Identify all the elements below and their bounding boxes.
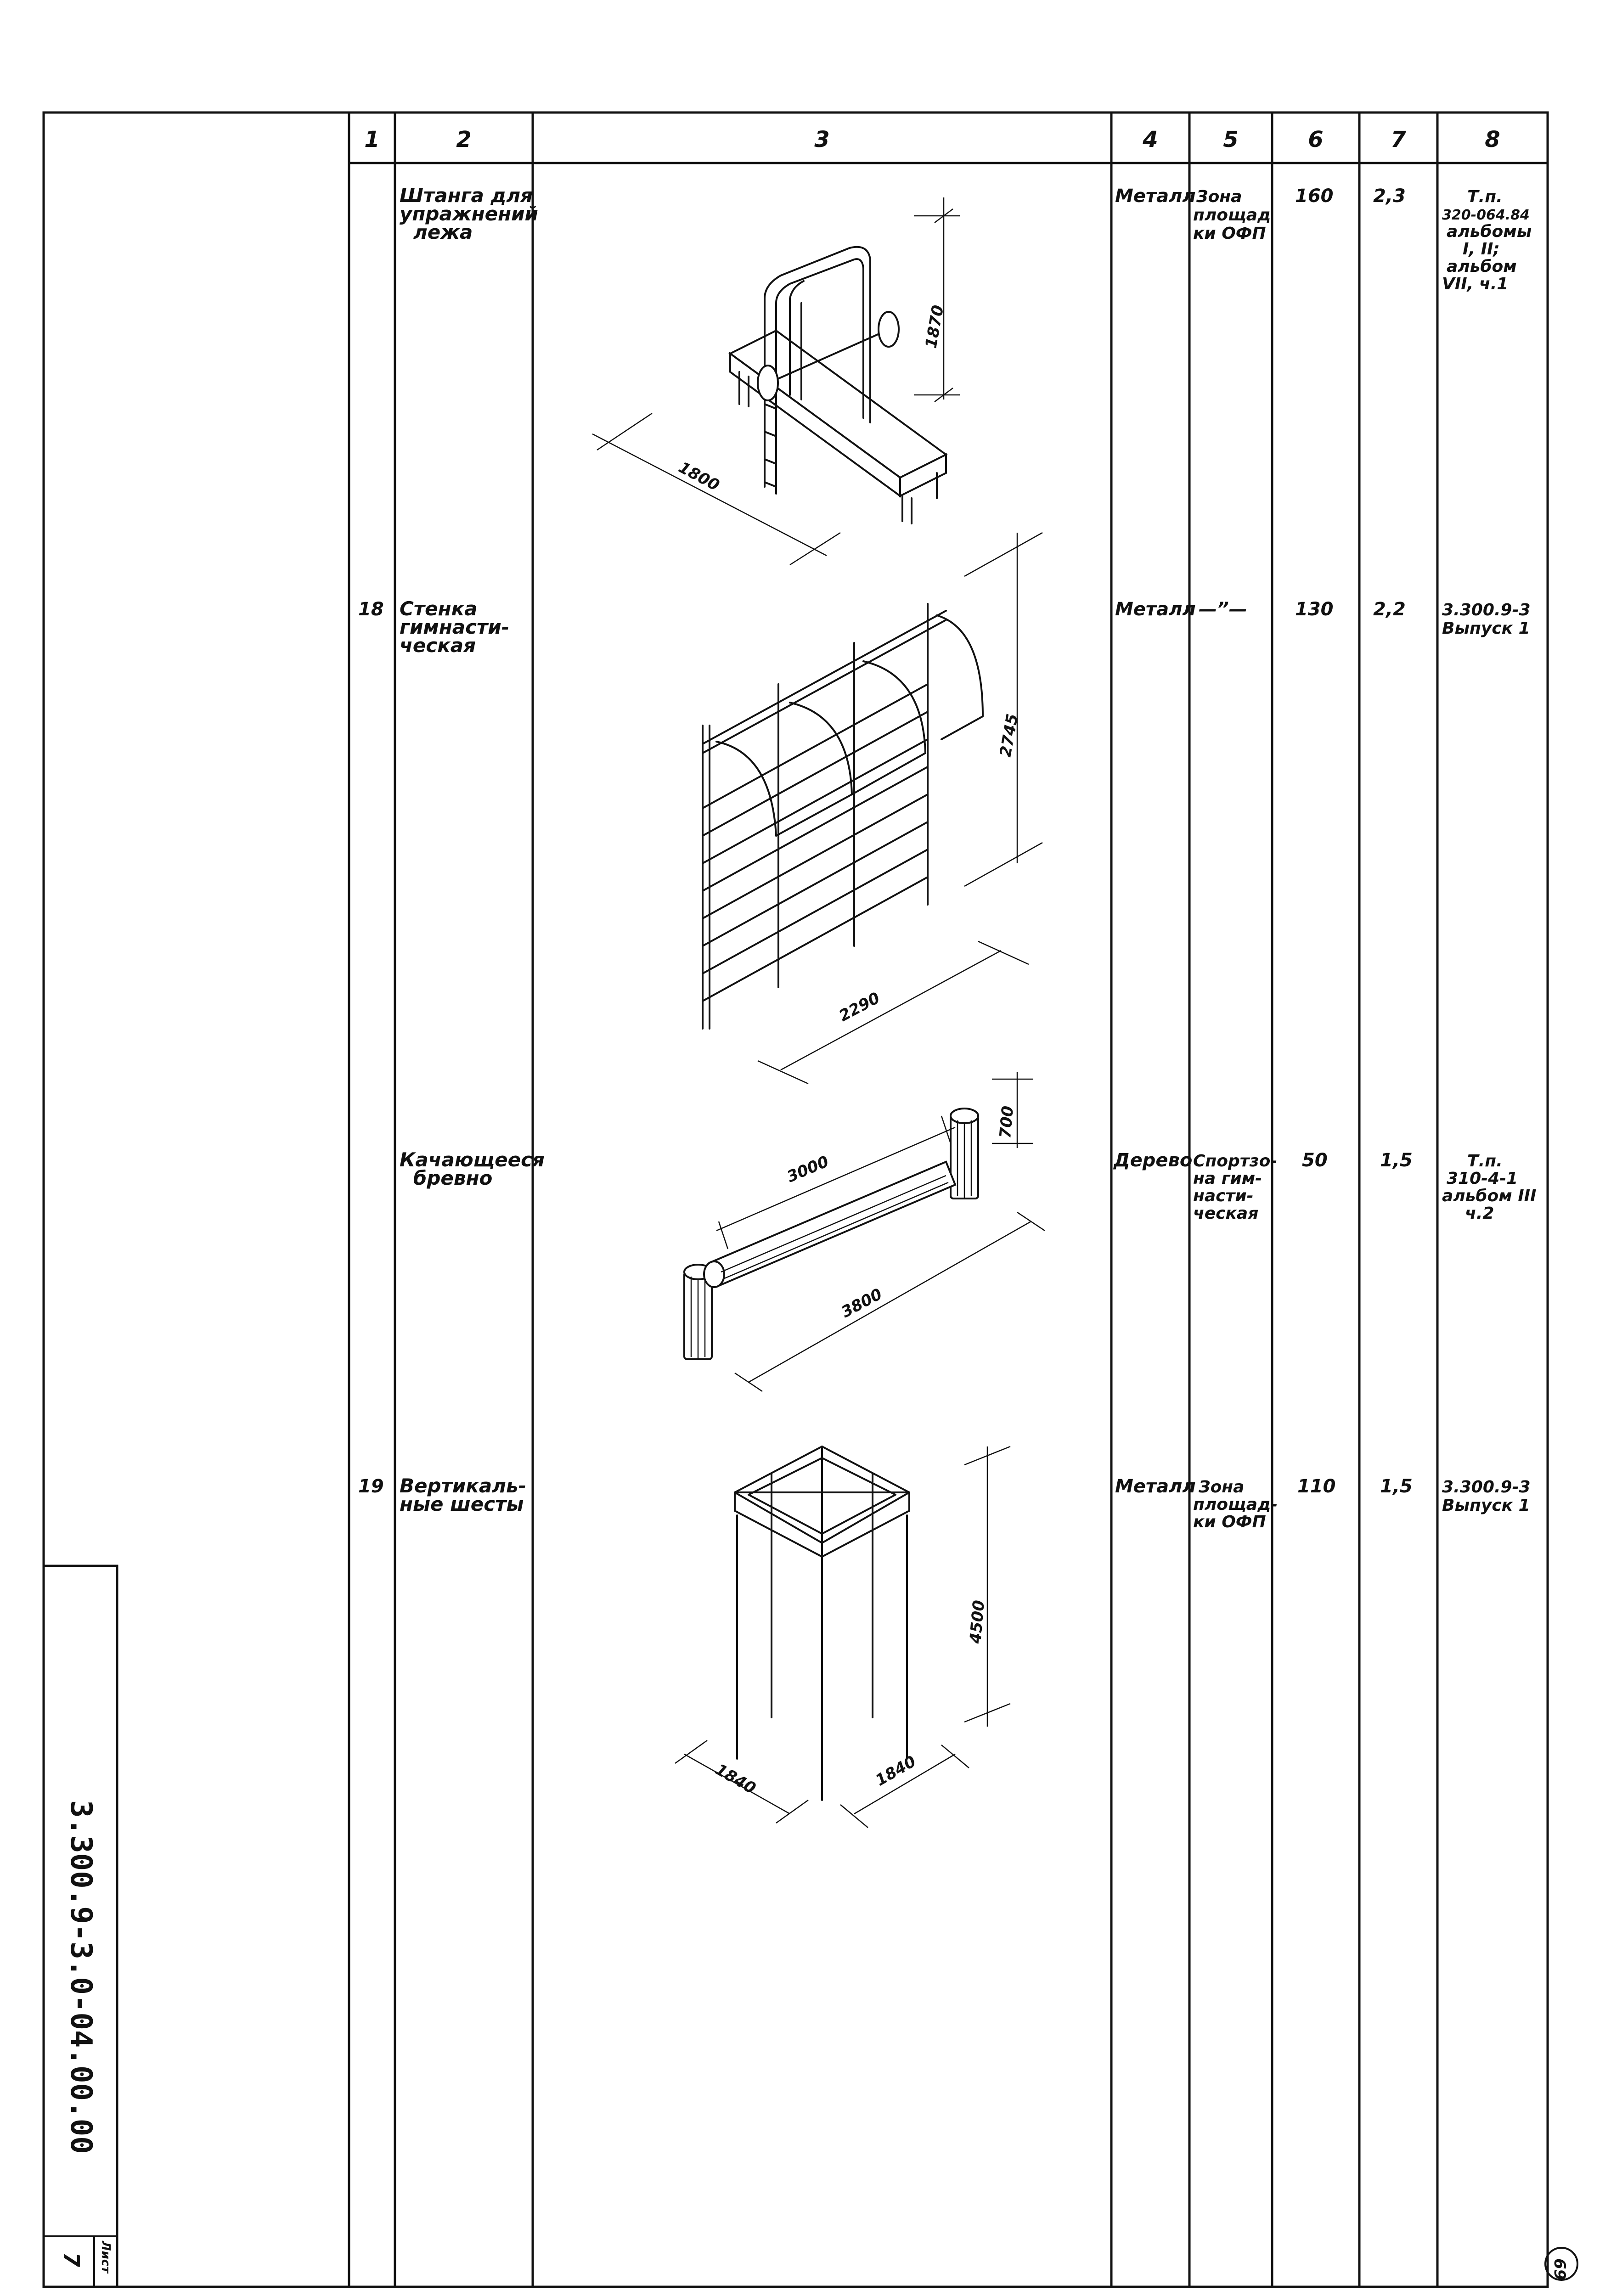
zone-line: ческая bbox=[1193, 1204, 1259, 1223]
value-cell: 1,5 bbox=[1380, 1150, 1413, 1171]
doc-line: 310-4-1 bbox=[1447, 1169, 1518, 1188]
doc-line: 3.300.9-3 bbox=[1442, 1478, 1531, 1497]
header-col-6: 6 bbox=[1308, 127, 1324, 152]
zone-line: насти- bbox=[1193, 1187, 1254, 1205]
item-name-line: ные шесты bbox=[400, 1493, 524, 1515]
item-name-line: Стенка bbox=[400, 597, 478, 620]
row-number: 18 bbox=[358, 599, 384, 620]
dimension-label: 1840 bbox=[712, 1760, 759, 1798]
material-cell: Металл bbox=[1115, 599, 1196, 620]
doc-line: альбом bbox=[1447, 257, 1517, 276]
item-name-line: гимнасти- bbox=[400, 616, 510, 638]
zone-line: Спортзо- bbox=[1193, 1152, 1278, 1171]
material-cell: Дерево bbox=[1114, 1150, 1193, 1171]
zone-line: —”— bbox=[1199, 599, 1247, 620]
dimension-label: 700 bbox=[996, 1105, 1018, 1139]
dimension-label: 2745 bbox=[996, 712, 1022, 759]
barbell-bench-drawing bbox=[592, 197, 960, 565]
zone-line: ки ОФП bbox=[1193, 224, 1266, 243]
table-row bbox=[358, 533, 1531, 1084]
item-name-line: Штанга для bbox=[400, 184, 533, 207]
doc-line: VII, ч.1 bbox=[1442, 275, 1509, 293]
document-code: 3.300.9-3.0-04.00.00 bbox=[64, 1800, 98, 2154]
header-col-5: 5 bbox=[1223, 127, 1239, 152]
sheet-number: 7 bbox=[59, 2252, 84, 2268]
zone-line: ки ОФП bbox=[1193, 1513, 1266, 1531]
value-cell: 1,5 bbox=[1380, 1476, 1413, 1497]
header-col-4: 4 bbox=[1143, 127, 1158, 152]
material-cell: Металл bbox=[1115, 186, 1196, 207]
table-row bbox=[358, 1446, 1531, 1828]
doc-line: 3.300.9-3 bbox=[1442, 601, 1531, 619]
doc-line: ч.2 bbox=[1465, 1204, 1494, 1223]
zone-line: площад- bbox=[1193, 1495, 1278, 1514]
item-name-line: ческая bbox=[400, 634, 476, 657]
doc-line: Т.п. bbox=[1467, 1152, 1503, 1171]
header-col-8: 8 bbox=[1485, 127, 1500, 152]
dimension-label: 1800 bbox=[675, 458, 723, 495]
balance-log-drawing bbox=[684, 1072, 1045, 1391]
vertical-poles-drawing bbox=[675, 1446, 1010, 1828]
dimension-label: 1840 bbox=[872, 1752, 919, 1790]
stamp-block bbox=[59, 1800, 113, 2274]
item-name-line: Вертикаль- bbox=[400, 1474, 526, 1497]
doc-line: Выпуск 1 bbox=[1442, 1496, 1530, 1515]
material-cell: Металл bbox=[1115, 1476, 1196, 1497]
doc-line: альбомы bbox=[1447, 222, 1532, 241]
wall-rungs bbox=[703, 684, 928, 1001]
doc-line: I, II; bbox=[1463, 240, 1500, 259]
header-col-2: 2 bbox=[456, 127, 472, 152]
quantity-cell: 50 bbox=[1302, 1150, 1328, 1171]
page-mark bbox=[1545, 2248, 1577, 2280]
doc-line: альбом III bbox=[1442, 1187, 1537, 1205]
table-grid bbox=[44, 113, 1548, 2287]
dimension-label: 3000 bbox=[784, 1152, 832, 1187]
value-cell: 2,3 bbox=[1373, 186, 1406, 207]
sheet-label: Лист bbox=[99, 2241, 113, 2273]
zone-line: Зона bbox=[1196, 187, 1242, 206]
quantity-cell: 130 bbox=[1295, 599, 1334, 620]
page-mark-number: 69 bbox=[1550, 2258, 1569, 2280]
dimension-label: 1870 bbox=[922, 304, 948, 350]
gym-wall-drawing bbox=[703, 533, 1042, 1084]
doc-line: Выпуск 1 bbox=[1442, 619, 1530, 638]
zone-line: площад bbox=[1193, 206, 1271, 225]
zone-line: на гим- bbox=[1193, 1169, 1262, 1188]
quantity-cell: 110 bbox=[1297, 1476, 1336, 1497]
table-row bbox=[400, 184, 1532, 565]
zone-line: Зона bbox=[1199, 1478, 1245, 1497]
item-name-line: лежа bbox=[413, 221, 473, 243]
dimension-label: 3800 bbox=[838, 1285, 885, 1322]
value-cell: 2,2 bbox=[1373, 599, 1406, 620]
item-name-line: упражнений bbox=[400, 203, 538, 225]
header-row bbox=[364, 127, 1500, 152]
row-number: 19 bbox=[358, 1476, 384, 1497]
item-name-line: Качающееся bbox=[400, 1148, 545, 1171]
header-col-7: 7 bbox=[1391, 127, 1406, 152]
doc-line: 320-064.84 bbox=[1442, 207, 1530, 223]
dimension-label: 4500 bbox=[966, 1599, 989, 1644]
doc-line: Т.п. bbox=[1467, 187, 1503, 206]
header-col-1: 1 bbox=[364, 127, 380, 152]
item-name-line: бревно bbox=[413, 1167, 493, 1189]
header-col-3: 3 bbox=[814, 127, 830, 152]
table-row bbox=[400, 1072, 1536, 1391]
dimension-label: 2290 bbox=[836, 989, 883, 1025]
quantity-cell: 160 bbox=[1295, 186, 1334, 207]
